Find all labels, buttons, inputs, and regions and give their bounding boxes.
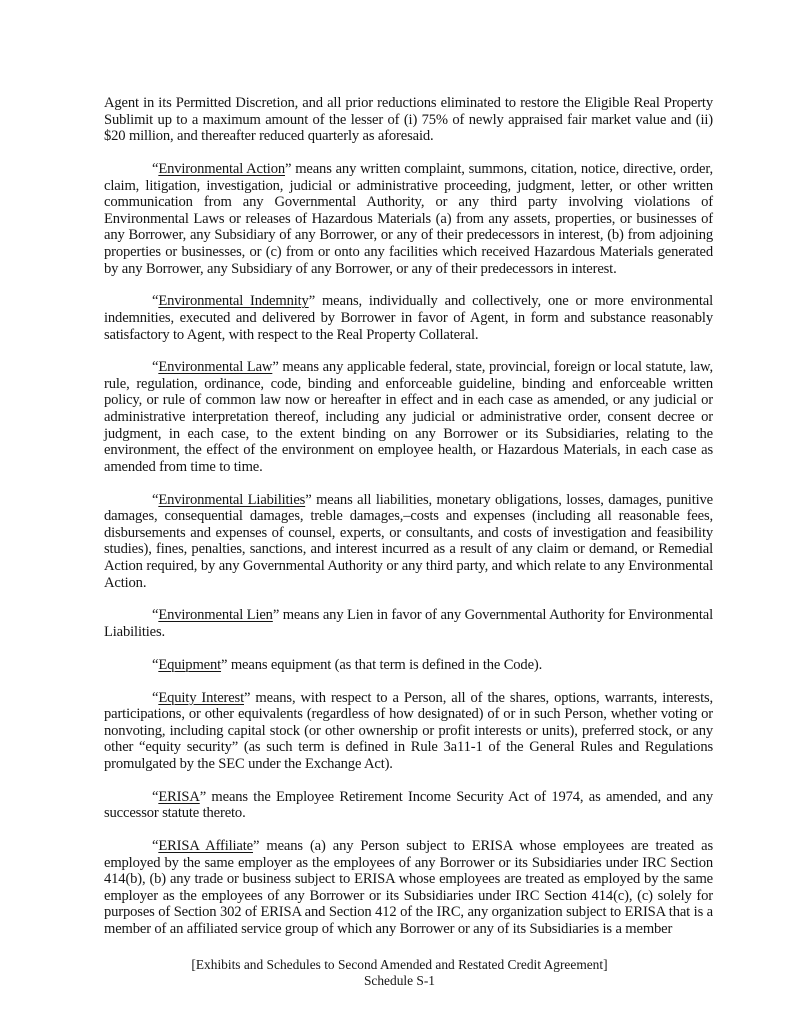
defined-term: ERISA Affiliate (158, 838, 253, 855)
definition-erisa-affiliate (104, 838, 713, 938)
definition-erisa (104, 789, 713, 822)
definition-environmental-lien (104, 607, 713, 640)
definition-environmental-action (104, 161, 713, 277)
definition-body: means all liabilities, monetary obligations, losses, damages, punitive damages, consequential damages, treble damages,–costs and expenses (including all reasonable fees, disbursements and expenses of counsel, experts, or consultants, and costs of investigation and feasibility studies), fines, penalties, sanctions, and interest incurred as a result of any claim or demand, or Remedial Action required, by any Governmental Authority or any third party, and which relate to any Environmental Action. (104, 491, 713, 591)
defined-term: Environmental Liabilities (158, 491, 306, 508)
open-quote: “ (152, 491, 159, 508)
paragraph-body: Agent in its Permitted Discretion, and all prior reductions eliminated to restore the Eligible Real Property Sublimit up to a maximum amount of the lesser of (i) 75% of newly appraised fair market value and (ii) $20 million, and thereafter reduced quarterly as aforesaid. (104, 95, 713, 145)
definition-body: means (a) any Person subject to ERISA whose employees are treated as employed by the same employer as the employees of any Borrower or its Subsidiaries under IRC Section 414(b), (b) any trade or business subject to ERISA whose employees are treated as employed by the same employer as the employees of any Borrower or its Subsidiaries under IRC Section 414(c), (c) solely for purposes of Section 302 of ERISA and Section 412 of the IRC, any organization subject to ERISA that is a member of an affiliated service group of which any Borrower or any of its Subsidiaries is a member (104, 838, 713, 938)
defined-term: Environmental Law (158, 359, 273, 376)
paragraph-continuation (104, 95, 713, 145)
defined-term: Environmental Lien (158, 607, 273, 624)
defined-term: Equipment (158, 656, 222, 673)
close-quote: ” (253, 838, 260, 855)
definition-environmental-indemnity (104, 293, 713, 343)
open-quote: “ (152, 160, 159, 177)
close-quote: ” (285, 160, 292, 177)
open-quote: “ (152, 359, 159, 376)
close-quote: ” (305, 491, 312, 508)
definition-body: means the Employee Retirement Income Security Act of 1974, as amended, and any successor statute thereto. (104, 788, 713, 822)
definition-body: means equipment (as that term is defined in the Code). (227, 656, 543, 673)
close-quote: ” (272, 359, 279, 376)
definition-environmental-liabilities (104, 492, 713, 592)
definition-body: means any applicable federal, state, provincial, foreign or local statute, law, rule, regulation, ordinance, code, binding and enforceable guideline, binding and enforceable written policy, or rule of common law now or hereafter in effect and in each case as amended, or any judicial or administrative interpretation thereof, including any judicial or administrative order, consent decree or judgment, in each case, to the extent binding on any Borrower or its Subsidiaries, relating to the environment, the effect of the environment on employee health, or Hazardous Materials, in each case as amended from time to time. (104, 359, 714, 475)
definition-body: means any Lien in favor of any Governmental Authority for Environmental Liabilities. (104, 607, 713, 640)
open-quote: “ (152, 689, 159, 706)
close-quote: ” (308, 293, 316, 310)
definition-environmental-law (104, 359, 713, 475)
close-quote: ” (244, 689, 251, 706)
open-quote: “ (152, 838, 159, 855)
footer-document-title: [Exhibits and Schedules to Second Amended and Restated Credit Agreement] (191, 957, 608, 972)
document-page (104, 95, 713, 954)
open-quote: “ (152, 788, 159, 805)
definition-body: means, individually and collectively, one or more environmental indemnities, executed and delivered by Borrower in favor of Agent, in form and substance reasonably satisfactory to Agent, with respect to the Real Property Collateral. (104, 293, 713, 343)
definition-body: means, with respect to a Person, all of the shares, options, warrants, interests, participations, or other equivalents (regardless of how designated) of or in such Person, whether voting or nonvoting, including capital stock (or other ownership or profit interests or units), preferred stock, or any other “equity security” (as such term is defined in Rule 3a11-1 of the General Rules and Regulations promulgated by the SEC under the Exchange Act). (104, 689, 713, 772)
definition-body: means any written complaint, summons, citation, notice, directive, order, claim, litigation, investigation, judicial or administrative proceeding, judgment, letter, or other written communication from any Governmental Authority, or any third party involving violations of Environmental Laws or releases of Hazardous Materials (a) from any assets, properties, or businesses of any Borrower, any Subsidiary of any Borrower, or any of their predecessors in interest, (b) from adjoining properties or businesses, or (c) from or onto any facilities which received Hazardous Materials generated by any Borrower, any Subsidiary of any Borrower, or any of their predecessors in interest. (104, 160, 714, 277)
open-quote: “ (152, 293, 159, 310)
close-quote: ” (221, 656, 228, 673)
page-footer (0, 957, 799, 989)
defined-term: ERISA (158, 788, 200, 805)
open-quote: “ (152, 656, 159, 673)
footer-schedule-number: Schedule S-1 (363, 973, 436, 988)
defined-term: Environmental Action (158, 160, 285, 177)
definition-equity-interest (104, 690, 713, 773)
defined-term: Environmental Indemnity (158, 293, 309, 310)
definition-equipment (104, 657, 713, 674)
defined-term: Equity Interest (158, 689, 244, 706)
close-quote: ” (272, 607, 280, 624)
close-quote: ” (199, 788, 207, 805)
open-quote: “ (152, 607, 159, 624)
